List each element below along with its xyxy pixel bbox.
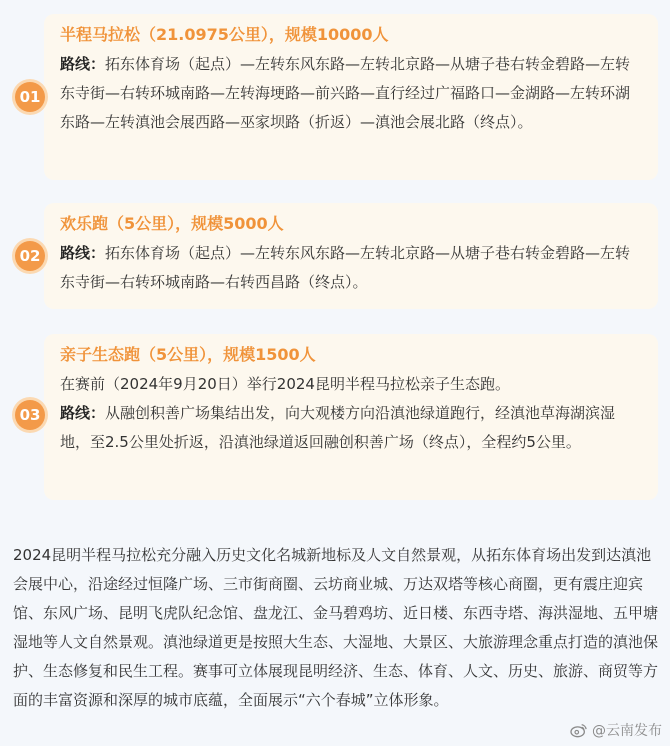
- badge-number: 01: [15, 82, 45, 112]
- route-label: 路线：: [60, 55, 106, 73]
- card-body: [60, 370, 642, 457]
- card-title: 半程马拉松（21.0975公里），规模10000人: [60, 25, 389, 44]
- route-text: 拓东体育场（起点）—左转东风东路—左转北京路—从塘子巷右转金碧路—左转东寺街—右转环城南路—右转西昌路（终点）。: [60, 244, 631, 291]
- route-card: [44, 203, 658, 309]
- watermark-text: @云南发布: [592, 723, 662, 739]
- badge-number: 02: [15, 241, 45, 271]
- card-body: [60, 50, 642, 137]
- badge-number: 03: [15, 400, 45, 430]
- route-number-badge: [12, 238, 48, 274]
- route-number-badge: [12, 397, 48, 433]
- card-body: [60, 239, 642, 297]
- route-text: 从融创积善广场集结出发，向大观楼方向沿滇池绿道跑行，经滇池草海湖滨湿地，至2.5公里处折返，沿滇池绿道返回融创积善广场（终点），全程约5公里。: [60, 404, 616, 451]
- card-intro: 在赛前（2024年9月20日）举行2024昆明半程马拉松亲子生态跑。: [60, 375, 510, 393]
- card-title: 欢乐跑（5公里），规模5000人: [60, 214, 284, 233]
- route-number-badge: [12, 79, 48, 115]
- route-card: [44, 14, 658, 180]
- route-text: 拓东体育场（起点）—左转东风东路—左转北京路—从塘子巷右转金碧路—左转东寺街—右转环城南路—左转海埂路—前兴路—直行经过广福路口—金湖路—左转环湖东路—左转滇池会展西路—巫家坝路（折返）—滇池会展北路（终点）。: [60, 55, 631, 131]
- weibo-icon: [570, 722, 588, 738]
- route-label: 路线：: [60, 244, 106, 262]
- summary-paragraph: 2024昆明半程马拉松充分融入历史文化名城新地标及人文自然景观，从拓东体育场出发到达滇池会展中心，沿途经过恒隆广场、三市街商圈、云坊商业城、万达双塔等核心商圈，更有震庄迎宾馆、东风广场、昆明飞虎队纪念馆、盘龙江、金马碧鸡坊、近日楼、东西寺塔、海洪湿地、五甲塘湿地等人文自然景观。滇池绿道更是按照大生态、大湿地、大景区、大旅游理念重点打造的滇池保护、生态修复和民生工程。赛事可立体展现昆明经济、生态、体育、人文、历史、旅游、商贸等方面的丰富资源和深厚的城市底蕴，全面展示“六个春城”立体形象。: [13, 546, 659, 709]
- card-title: 亲子生态跑（5公里），规模1500人: [60, 345, 316, 364]
- route-card: [44, 334, 658, 500]
- route-label: 路线：: [60, 404, 106, 422]
- watermark: [570, 720, 662, 740]
